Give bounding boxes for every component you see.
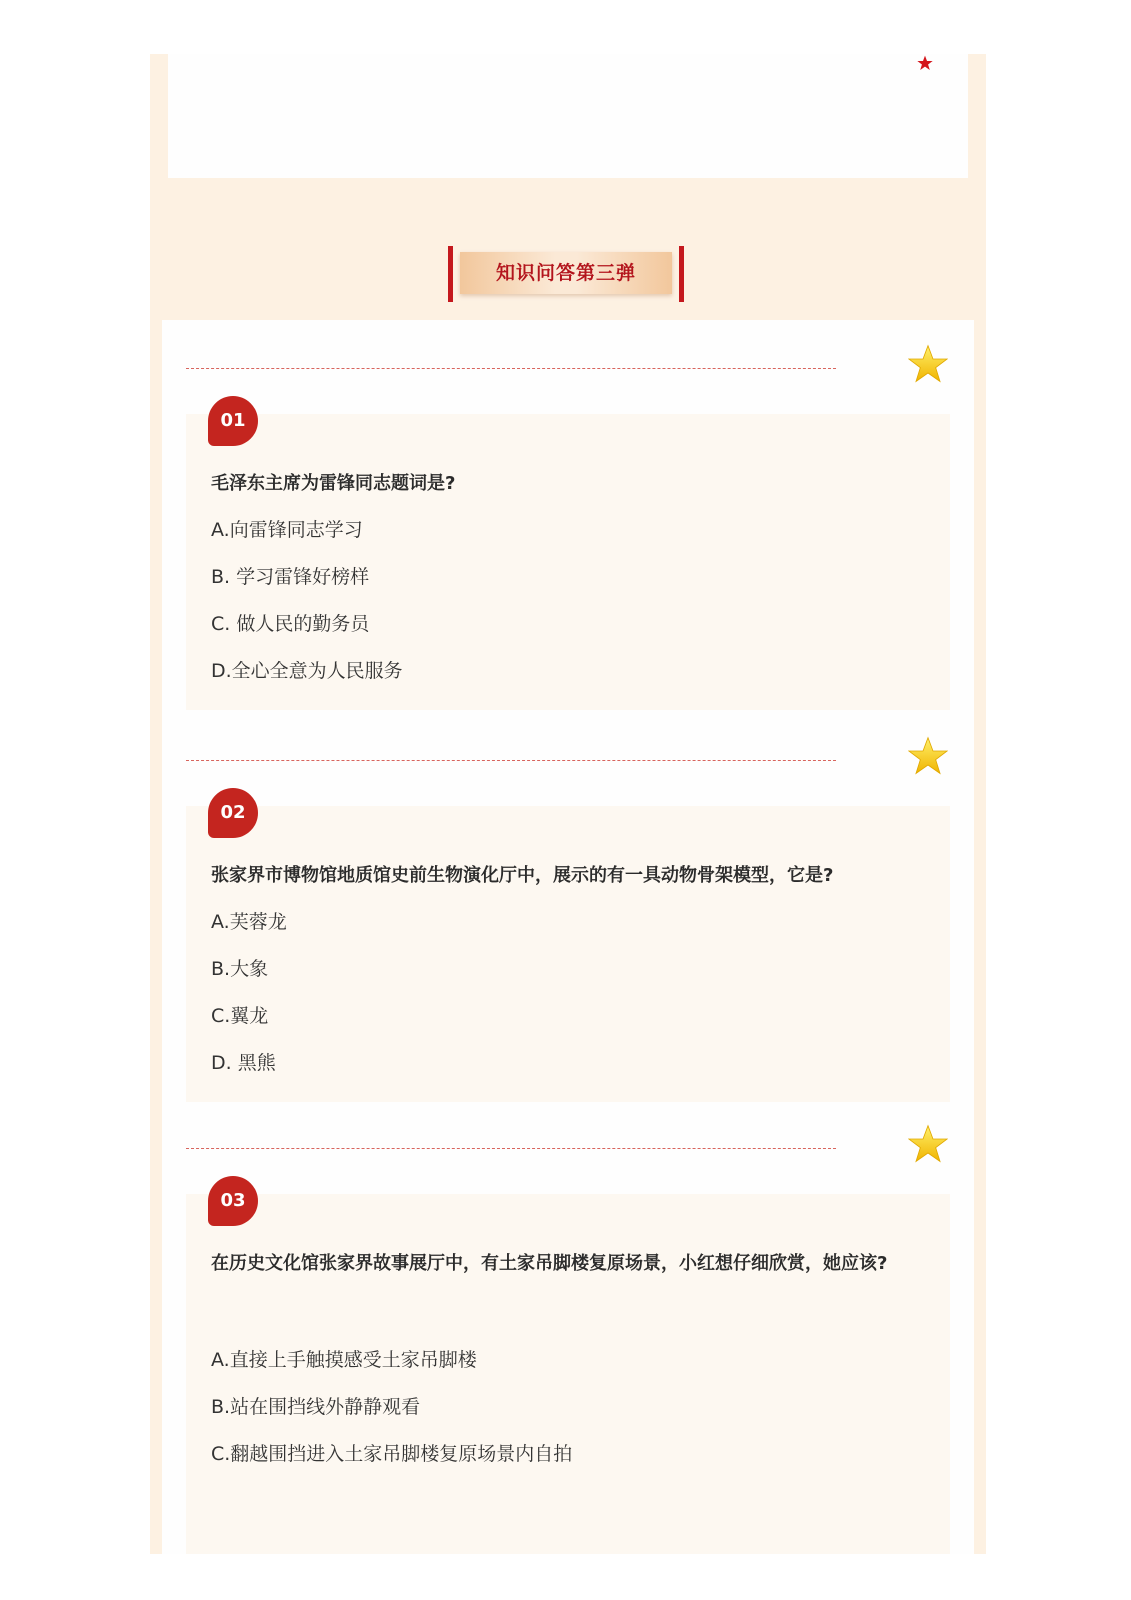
previous-content-card — [168, 54, 968, 178]
banner-right-bar — [679, 246, 684, 302]
option-a[interactable]: A.直接上手触摸感受土家吊脚楼 — [211, 1349, 477, 1371]
option-b[interactable]: B.大象 — [211, 958, 269, 980]
question-text: 毛泽东主席为雷锋同志题词是? — [211, 473, 456, 494]
option-b[interactable]: B. 学习雷锋好榜样 — [211, 566, 370, 588]
option-d[interactable]: D.全心全意为人民服务 — [211, 660, 403, 682]
option-a[interactable]: A.向雷锋同志学习 — [211, 519, 363, 541]
question-box — [186, 806, 950, 1102]
option-c[interactable]: C. 做人民的勤务员 — [211, 613, 370, 635]
option-a[interactable]: A.芙蓉龙 — [211, 911, 287, 933]
red-star-icon — [917, 55, 933, 71]
question-number-badge: 02 — [208, 788, 258, 838]
option-b[interactable]: B.站在围挡线外静静观看 — [211, 1396, 421, 1418]
question-block-2 — [162, 712, 974, 1102]
question-number-badge: 01 — [208, 396, 258, 446]
banner-left-bar — [448, 246, 453, 302]
section-banner — [448, 246, 684, 300]
question-text: 张家界市博物馆地质馆史前生物演化厅中，展示的有一具动物骨架模型，它是? — [211, 865, 834, 886]
gold-star-icon — [908, 736, 948, 776]
question-block-3 — [162, 1100, 974, 1554]
question-text: 在历史文化馆张家界故事展厅中，有土家吊脚楼复原场景，小红想仔细欣赏，她应该? — [211, 1253, 888, 1274]
question-number-badge: 03 — [208, 1176, 258, 1226]
gold-star-icon — [908, 1124, 948, 1164]
banner-title: 知识问答第三弹 — [460, 252, 672, 294]
option-d[interactable]: D. 黑熊 — [211, 1052, 276, 1074]
dashed-divider — [186, 368, 836, 369]
dashed-divider — [186, 1148, 836, 1149]
dashed-divider — [186, 760, 836, 761]
gold-star-icon — [908, 344, 948, 384]
option-c[interactable]: C.翻越围挡进入土家吊脚楼复原场景内自拍 — [211, 1443, 573, 1465]
question-block-1 — [162, 320, 974, 710]
option-c[interactable]: C.翼龙 — [211, 1005, 269, 1027]
